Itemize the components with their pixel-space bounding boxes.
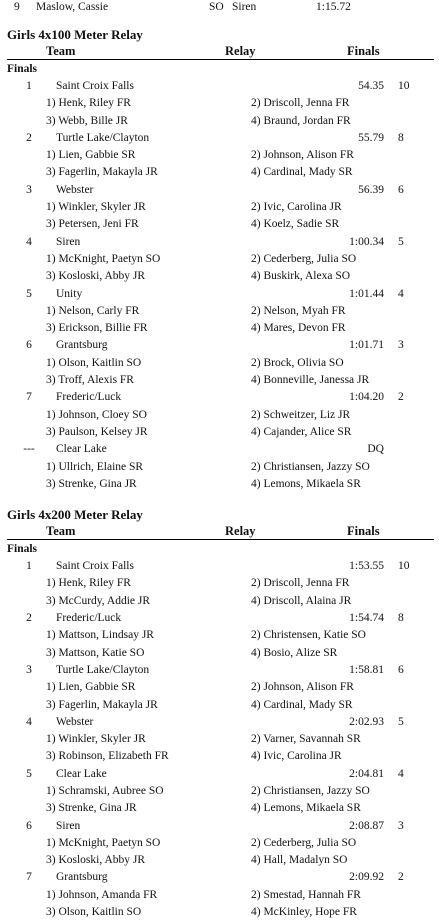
relay-leg: 3) Strenke, Gina JR [46,477,137,490]
finals-time: 1:04.20 [349,391,384,404]
team-name: Saint Croix Falls [56,80,134,92]
finals-time: 1:54.74 [349,612,384,625]
relay-leg: 2) Christiansen, Jazzy SO [251,460,370,473]
column-header-row [0,44,439,58]
event-title: Girls 4x100 Meter Relay [7,27,143,42]
relay-legs-row [0,459,439,476]
result-row [0,714,439,731]
place: 5 [26,767,32,780]
relay-leg: 2) Varner, Savannah SR [251,733,361,746]
result-row [0,869,439,886]
finals-time: 1:53.55 [349,560,384,573]
place: 1 [26,560,32,573]
relay-legs-row [0,904,439,921]
relay-leg: 2) Driscoll, Jenna FR [251,577,350,590]
relay-leg: 4) Cardinal, Mady SR [251,166,353,179]
relay-leg: 1) Winkler, Skyler JR [46,733,146,746]
relay-leg: 2) Nelson, Myah FR [251,304,346,317]
relay-legs-row [0,593,439,610]
points: 5 [398,715,404,728]
relay-leg: 3) Mattson, Katie SO [46,646,145,659]
top-name: Maslow, Cassie [36,1,109,13]
finals-time: 55.79 [358,131,384,144]
relay-legs-row [0,835,439,852]
relay-leg: 4) Bonneville, Janessa JR [251,374,370,387]
points: 3 [398,339,404,352]
result-row [0,610,439,627]
relay-legs-row [0,320,439,337]
relay-legs-row [0,476,439,493]
relay-leg: 3) Erickson, Billie FR [46,322,148,335]
result-row [0,286,439,303]
relay-leg: 3) Fagerlin, Makayla JR [46,166,158,179]
points: 10 [398,560,410,573]
relay-legs-row [0,113,439,130]
team-name: Frederic/Luck [56,391,122,404]
top-time: 1:15.72 [316,1,351,13]
points: 5 [398,235,404,248]
header-rule [7,59,434,60]
relay-leg: 4) Buskirk, Alexa SO [251,270,351,283]
relay-leg: 2) Johnson, Alison FR [251,149,354,162]
team-name: Frederic/Luck [56,612,122,625]
relay-leg: 2) Cederberg, Julia SO [251,836,357,849]
column-header-row [0,524,439,538]
relay-leg: 3) Kosloski, Abby JR [46,270,146,283]
place: 4 [26,715,32,728]
relay-leg: 4) Driscoll, Alaina JR [251,594,352,607]
relay-section [0,25,439,493]
points: 2 [398,871,404,884]
place: 2 [26,612,32,625]
relay-legs-row [0,372,439,389]
relay-legs-row [0,268,439,285]
top-result-row [0,0,439,20]
event-title: Girls 4x200 Meter Relay [7,507,143,523]
place: 2 [26,131,32,144]
relay-leg: 4) Hall, Madalyn SO [251,854,348,867]
team-name: Turtle Lake/Clayton [56,663,150,676]
column-finals: Finals [347,524,380,539]
team-name: Webster [56,715,94,728]
relay-leg: 2) Ivic, Carolina JR [251,201,342,214]
result-row [0,78,439,95]
relay-leg: 4) Braund, Jordan FR [251,114,351,127]
relay-leg: 3) Paulson, Kelsey JR [46,425,148,438]
relay-legs-row [0,783,439,800]
relay-legs-row [0,800,439,817]
finals-time: 2:04.81 [349,767,384,780]
relay-leg: 3) Robinson, Elizabeth FR [46,750,169,763]
header-rule [7,539,434,540]
relay-legs-row [0,95,439,112]
relay-leg: 4) Lemons, Mikaela SR [251,477,361,490]
relay-legs-row [0,424,439,441]
team-name: Siren [56,819,81,832]
relay-leg: 4) Koelz, Sadie SR [251,218,340,231]
points: 10 [398,80,410,92]
place: 4 [26,235,32,248]
top-year: SO [209,1,224,13]
place: 1 [26,80,32,92]
relay-leg: 1) Johnson, Cloey SO [46,408,147,421]
points: 8 [398,131,404,144]
relay-leg: 1) Schramski, Aubree SO [46,784,164,797]
relay-legs-row [0,731,439,748]
column-finals: Finals [347,44,380,58]
points: 4 [398,287,404,300]
relay-leg: 3) Petersen, Jeni FR [46,218,139,231]
relay-leg: 4) Cardinal, Mady SR [251,698,353,711]
relay-leg: 2) Smestad, Hannah FR [251,888,361,901]
relay-legs-row [0,575,439,592]
finals-time: 2:02.93 [349,715,384,728]
finals-time: 1:58.81 [349,663,384,676]
finals-time: 1:01.44 [349,287,384,300]
relay-leg: 1) McKnight, Paetyn SO [46,252,161,265]
result-row [0,234,439,251]
relay-legs-row [0,645,439,662]
relay-leg: 1) McKnight, Paetyn SO [46,836,161,849]
team-name: Clear Lake [56,443,107,456]
relay-leg: 3) Webb, Bille JR [46,114,128,127]
top-place: 9 [14,1,20,13]
finals-subheading: Finals [7,543,38,556]
relay-leg: 1) Winkler, Skyler JR [46,201,146,214]
relay-leg: 4) Cajander, Alice SR [251,425,352,438]
relay-legs-row [0,303,439,320]
team-name: Siren [56,235,81,248]
finals-time: 2:09.92 [349,871,384,884]
team-name: Turtle Lake/Clayton [56,131,150,144]
relay-leg: 1) Johnson, Amanda FR [46,888,158,901]
points: 4 [398,767,404,780]
relay-legs-row [0,216,439,233]
result-row [0,182,439,199]
points: 2 [398,391,404,404]
finals-time: 1:00.34 [349,235,384,248]
relay-leg: 4) McKinley, Hope FR [251,906,357,919]
result-row [0,662,439,679]
place: 6 [26,339,32,352]
place: 7 [26,391,32,404]
relay-leg: 2) Christiansen, Jazzy SO [251,784,370,797]
result-row [0,337,439,354]
points: 8 [398,612,404,625]
place: --- [23,443,35,456]
column-team: Team [46,44,76,58]
relay-leg: 1) Lien, Gabbie SR [46,149,136,162]
team-name: Grantsburg [56,339,108,352]
place: 5 [26,287,32,300]
relay-leg: 2) Christensen, Katie SO [251,629,366,642]
result-row [0,766,439,783]
finals-subheading: Finals [7,63,38,75]
relay-leg: 3) Kosloski, Abby JR [46,854,146,867]
finals-time: 1:01.71 [349,339,384,352]
relay-leg: 1) Henk, Riley FR [46,97,131,110]
finals-time: 56.39 [358,183,384,196]
relay-leg: 1) Olson, Kaitlin SO [46,356,142,369]
finals-time: 2:08.87 [349,819,384,832]
relay-leg: 1) Lien, Gabbie SR [46,681,136,694]
relay-leg: 1) Mattson, Lindsay JR [46,629,154,642]
relay-legs-row [0,887,439,904]
column-team: Team [46,524,76,539]
relay-legs-row [0,697,439,714]
relay-leg: 3) Strenke, Gina JR [46,802,137,815]
relay-leg: 4) Lemons, Mikaela SR [251,802,361,815]
sections [0,25,439,921]
relay-leg: 4) Ivic, Carolina JR [251,750,342,763]
relay-leg: 1) Henk, Riley FR [46,577,131,590]
relay-leg: 4) Mares, Devon FR [251,322,346,335]
relay-leg: 2) Schweitzer, Liz JR [251,408,351,421]
relay-leg: 1) Ullrich, Elaine SR [46,460,144,473]
relay-legs-row [0,748,439,765]
team-name: Clear Lake [56,767,107,780]
relay-legs-row [0,407,439,424]
result-row [0,441,439,458]
relay-leg: 3) McCurdy, Addie JR [46,594,151,607]
place: 7 [26,871,32,884]
relay-legs-row [0,251,439,268]
points: 6 [398,663,404,676]
relay-leg: 1) Nelson, Carly FR [46,304,140,317]
place: 6 [26,819,32,832]
relay-section [0,505,439,921]
team-name: Saint Croix Falls [56,560,134,573]
finals-time: DQ [367,443,384,456]
column-relay: Relay [225,44,256,58]
top-team: Siren [232,1,257,13]
relay-legs-row [0,199,439,216]
finals-time: 54.35 [358,80,384,92]
relay-leg: 4) Bosio, Alize SR [251,646,338,659]
column-relay: Relay [225,524,256,539]
result-row [0,818,439,835]
result-row [0,558,439,575]
team-name: Grantsburg [56,871,108,884]
relay-leg: 3) Troff, Alexis FR [46,374,134,387]
relay-legs-row [0,852,439,869]
team-name: Webster [56,183,94,196]
team-name: Unity [56,287,83,300]
relay-leg: 2) Johnson, Alison FR [251,681,354,694]
result-row [0,130,439,147]
place: 3 [26,663,32,676]
relay-leg: 3) Olson, Kaitlin SO [46,906,142,919]
relay-leg: 2) Cederberg, Julia SO [251,252,357,265]
result-row [0,389,439,406]
relay-leg: 2) Driscoll, Jenna FR [251,97,350,110]
points: 6 [398,183,404,196]
relay-legs-row [0,147,439,164]
points: 3 [398,819,404,832]
relay-legs-row [0,679,439,696]
relay-legs-row [0,627,439,644]
place: 3 [26,183,32,196]
relay-leg: 3) Fagerlin, Makayla JR [46,698,158,711]
relay-legs-row [0,355,439,372]
relay-legs-row [0,164,439,181]
relay-leg: 2) Brock, Olivia SO [251,356,344,369]
